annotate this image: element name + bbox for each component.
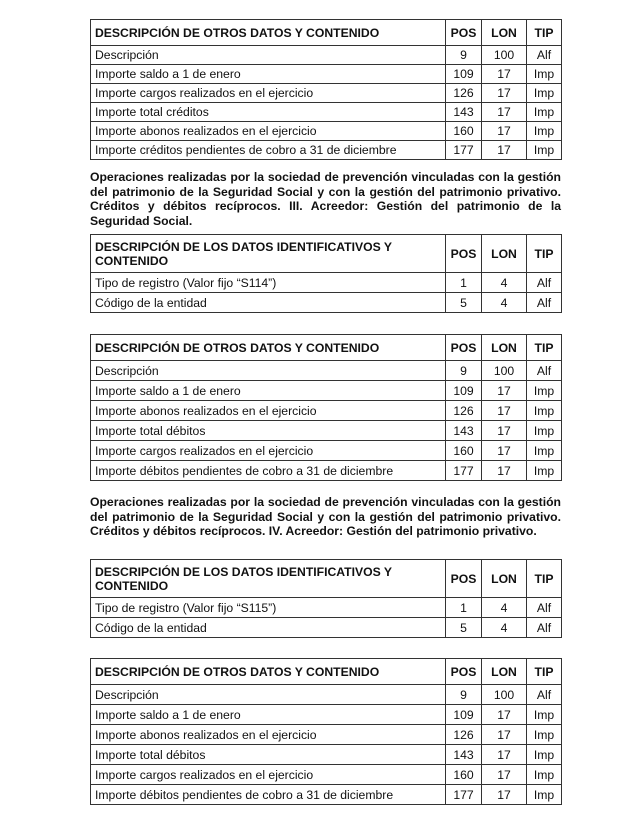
- cell-lon: 100: [482, 685, 527, 705]
- cell-pos: 1: [446, 598, 482, 618]
- otros-datos-table-debitos-iv: [90, 658, 562, 805]
- column-header-description: DESCRIPCIÓN DE LOS DATOS IDENTIFICATIVOS Y CONTENIDO: [91, 560, 446, 598]
- cell-tip: Imp: [527, 141, 562, 160]
- cell-description: Descripción: [91, 361, 446, 381]
- cell-tip: Imp: [527, 122, 562, 141]
- cell-tip: Imp: [527, 401, 562, 421]
- cell-description: Importe débitos pendientes de cobro a 31 de diciembre: [91, 785, 446, 805]
- cell-pos: 143: [446, 745, 482, 765]
- section-heading-acreedor-seguridad-social: Operaciones realizadas por la sociedad de prevención vinculadas con la gestión del patrimonio de la Seguridad Social y con la gestión del patrimonio privativo. Créditos y débitos recíprocos. III. Acreedor: Gestión del patrimonio de la Seguridad Social.: [90, 170, 561, 228]
- otros-datos-table-creditos: [90, 19, 562, 160]
- cell-description: Descripción: [91, 685, 446, 705]
- cell-pos: 1: [446, 273, 482, 293]
- cell-pos: 126: [446, 725, 482, 745]
- table-row: [91, 461, 562, 481]
- cell-lon: 17: [482, 84, 527, 103]
- cell-tip: Imp: [527, 84, 562, 103]
- cell-tip: Imp: [527, 461, 562, 481]
- cell-tip: Imp: [527, 785, 562, 805]
- column-header-tip: TIP: [527, 560, 562, 598]
- cell-description: Importe saldo a 1 de enero: [91, 65, 446, 84]
- cell-pos: 126: [446, 84, 482, 103]
- cell-pos: 160: [446, 765, 482, 785]
- cell-lon: 17: [482, 122, 527, 141]
- table-row: [91, 293, 562, 313]
- cell-description: Código de la entidad: [91, 618, 446, 638]
- cell-lon: 100: [482, 361, 527, 381]
- cell-lon: 17: [482, 765, 527, 785]
- cell-lon: 4: [482, 273, 527, 293]
- table-row: [91, 141, 562, 160]
- cell-pos: 5: [446, 293, 482, 313]
- table-row: [91, 765, 562, 785]
- column-header-lon: LON: [482, 20, 527, 46]
- cell-pos: 160: [446, 122, 482, 141]
- column-header-tip: TIP: [527, 659, 562, 685]
- column-header-tip: TIP: [527, 20, 562, 46]
- table-row: [91, 598, 562, 618]
- cell-lon: 100: [482, 46, 527, 65]
- otros-datos-table-debitos-iii: [90, 334, 562, 481]
- cell-tip: Alf: [527, 685, 562, 705]
- cell-lon: 17: [482, 65, 527, 84]
- cell-tip: Imp: [527, 103, 562, 122]
- cell-lon: 4: [482, 598, 527, 618]
- column-header-lon: LON: [482, 560, 527, 598]
- table-row: [91, 421, 562, 441]
- cell-pos: 9: [446, 46, 482, 65]
- table-row: [91, 785, 562, 805]
- table-row: [91, 441, 562, 461]
- cell-pos: 109: [446, 705, 482, 725]
- table-row: [91, 122, 562, 141]
- cell-pos: 109: [446, 381, 482, 401]
- cell-pos: 160: [446, 441, 482, 461]
- column-header-lon: LON: [482, 659, 527, 685]
- cell-tip: Imp: [527, 765, 562, 785]
- table-row: [91, 46, 562, 65]
- cell-pos: 177: [446, 141, 482, 160]
- column-header-pos: POS: [446, 659, 482, 685]
- cell-description: Importe abonos realizados en el ejercicio: [91, 122, 446, 141]
- cell-description: Importe total débitos: [91, 745, 446, 765]
- table-header-row: [91, 659, 562, 685]
- cell-lon: 17: [482, 381, 527, 401]
- cell-pos: 5: [446, 618, 482, 638]
- datos-identificativos-table-s115: [90, 559, 562, 638]
- cell-lon: 4: [482, 618, 527, 638]
- cell-lon: 17: [482, 705, 527, 725]
- table-row: [91, 361, 562, 381]
- cell-pos: 177: [446, 461, 482, 481]
- cell-description: Importe total débitos: [91, 421, 446, 441]
- cell-lon: 17: [482, 421, 527, 441]
- table-header-row: [91, 235, 562, 273]
- table-row: [91, 618, 562, 638]
- column-header-lon: LON: [482, 335, 527, 361]
- column-header-pos: POS: [446, 335, 482, 361]
- datos-identificativos-table-s114: [90, 234, 562, 313]
- table-row: [91, 401, 562, 421]
- table-row: [91, 65, 562, 84]
- cell-lon: 17: [482, 103, 527, 122]
- table-row: [91, 273, 562, 293]
- cell-tip: Alf: [527, 293, 562, 313]
- column-header-description: DESCRIPCIÓN DE LOS DATOS IDENTIFICATIVOS Y CONTENIDO: [91, 235, 446, 273]
- cell-lon: 17: [482, 461, 527, 481]
- cell-tip: Alf: [527, 598, 562, 618]
- cell-tip: Imp: [527, 421, 562, 441]
- table-row: [91, 725, 562, 745]
- cell-tip: Imp: [527, 441, 562, 461]
- cell-description: Importe abonos realizados en el ejercicio: [91, 401, 446, 421]
- cell-pos: 143: [446, 421, 482, 441]
- table-header-row: [91, 20, 562, 46]
- cell-lon: 17: [482, 725, 527, 745]
- column-header-description: DESCRIPCIÓN DE OTROS DATOS Y CONTENIDO: [91, 20, 446, 46]
- cell-tip: Imp: [527, 381, 562, 401]
- column-header-pos: POS: [446, 20, 482, 46]
- table-row: [91, 84, 562, 103]
- table-row: [91, 685, 562, 705]
- cell-pos: 143: [446, 103, 482, 122]
- column-header-pos: POS: [446, 235, 482, 273]
- cell-pos: 126: [446, 401, 482, 421]
- cell-description: Importe abonos realizados en el ejercicio: [91, 725, 446, 745]
- cell-lon: 17: [482, 401, 527, 421]
- cell-lon: 17: [482, 141, 527, 160]
- cell-tip: Imp: [527, 725, 562, 745]
- cell-pos: 177: [446, 785, 482, 805]
- table-row: [91, 705, 562, 725]
- column-header-pos: POS: [446, 560, 482, 598]
- table-header-row: [91, 335, 562, 361]
- cell-description: Importe cargos realizados en el ejercicio: [91, 765, 446, 785]
- cell-pos: 9: [446, 685, 482, 705]
- table-row: [91, 103, 562, 122]
- cell-tip: Alf: [527, 273, 562, 293]
- cell-description: Importe saldo a 1 de enero: [91, 381, 446, 401]
- cell-tip: Imp: [527, 65, 562, 84]
- column-header-lon: LON: [482, 235, 527, 273]
- cell-tip: Alf: [527, 361, 562, 381]
- table-row: [91, 745, 562, 765]
- cell-tip: Imp: [527, 705, 562, 725]
- cell-pos: 109: [446, 65, 482, 84]
- cell-description: Importe débitos pendientes de cobro a 31 de diciembre: [91, 461, 446, 481]
- cell-description: Importe cargos realizados en el ejercicio: [91, 441, 446, 461]
- column-header-tip: TIP: [527, 235, 562, 273]
- table-row: [91, 381, 562, 401]
- cell-lon: 17: [482, 785, 527, 805]
- cell-tip: Imp: [527, 745, 562, 765]
- cell-pos: 9: [446, 361, 482, 381]
- cell-description: Código de la entidad: [91, 293, 446, 313]
- cell-description: Importe cargos realizados en el ejercicio: [91, 84, 446, 103]
- cell-description: Importe saldo a 1 de enero: [91, 705, 446, 725]
- cell-description: Importe total créditos: [91, 103, 446, 122]
- cell-lon: 17: [482, 745, 527, 765]
- cell-tip: Alf: [527, 46, 562, 65]
- cell-description: Tipo de registro (Valor fijo “S114”): [91, 273, 446, 293]
- cell-description: Importe créditos pendientes de cobro a 31 de diciembre: [91, 141, 446, 160]
- column-header-tip: TIP: [527, 335, 562, 361]
- column-header-description: DESCRIPCIÓN DE OTROS DATOS Y CONTENIDO: [91, 659, 446, 685]
- cell-description: Descripción: [91, 46, 446, 65]
- table-header-row: [91, 560, 562, 598]
- cell-description: Tipo de registro (Valor fijo “S115”): [91, 598, 446, 618]
- section-heading-acreedor-privativo: Operaciones realizadas por la sociedad de prevención vinculadas con la gestión del patrimonio de la Seguridad Social y con la gestión del patrimonio privativo. Créditos y débitos recíprocos. IV. Acreedor: Gestión del patrimonio privativo.: [90, 495, 561, 538]
- column-header-description: DESCRIPCIÓN DE OTROS DATOS Y CONTENIDO: [91, 335, 446, 361]
- cell-lon: 4: [482, 293, 527, 313]
- cell-lon: 17: [482, 441, 527, 461]
- cell-tip: Alf: [527, 618, 562, 638]
